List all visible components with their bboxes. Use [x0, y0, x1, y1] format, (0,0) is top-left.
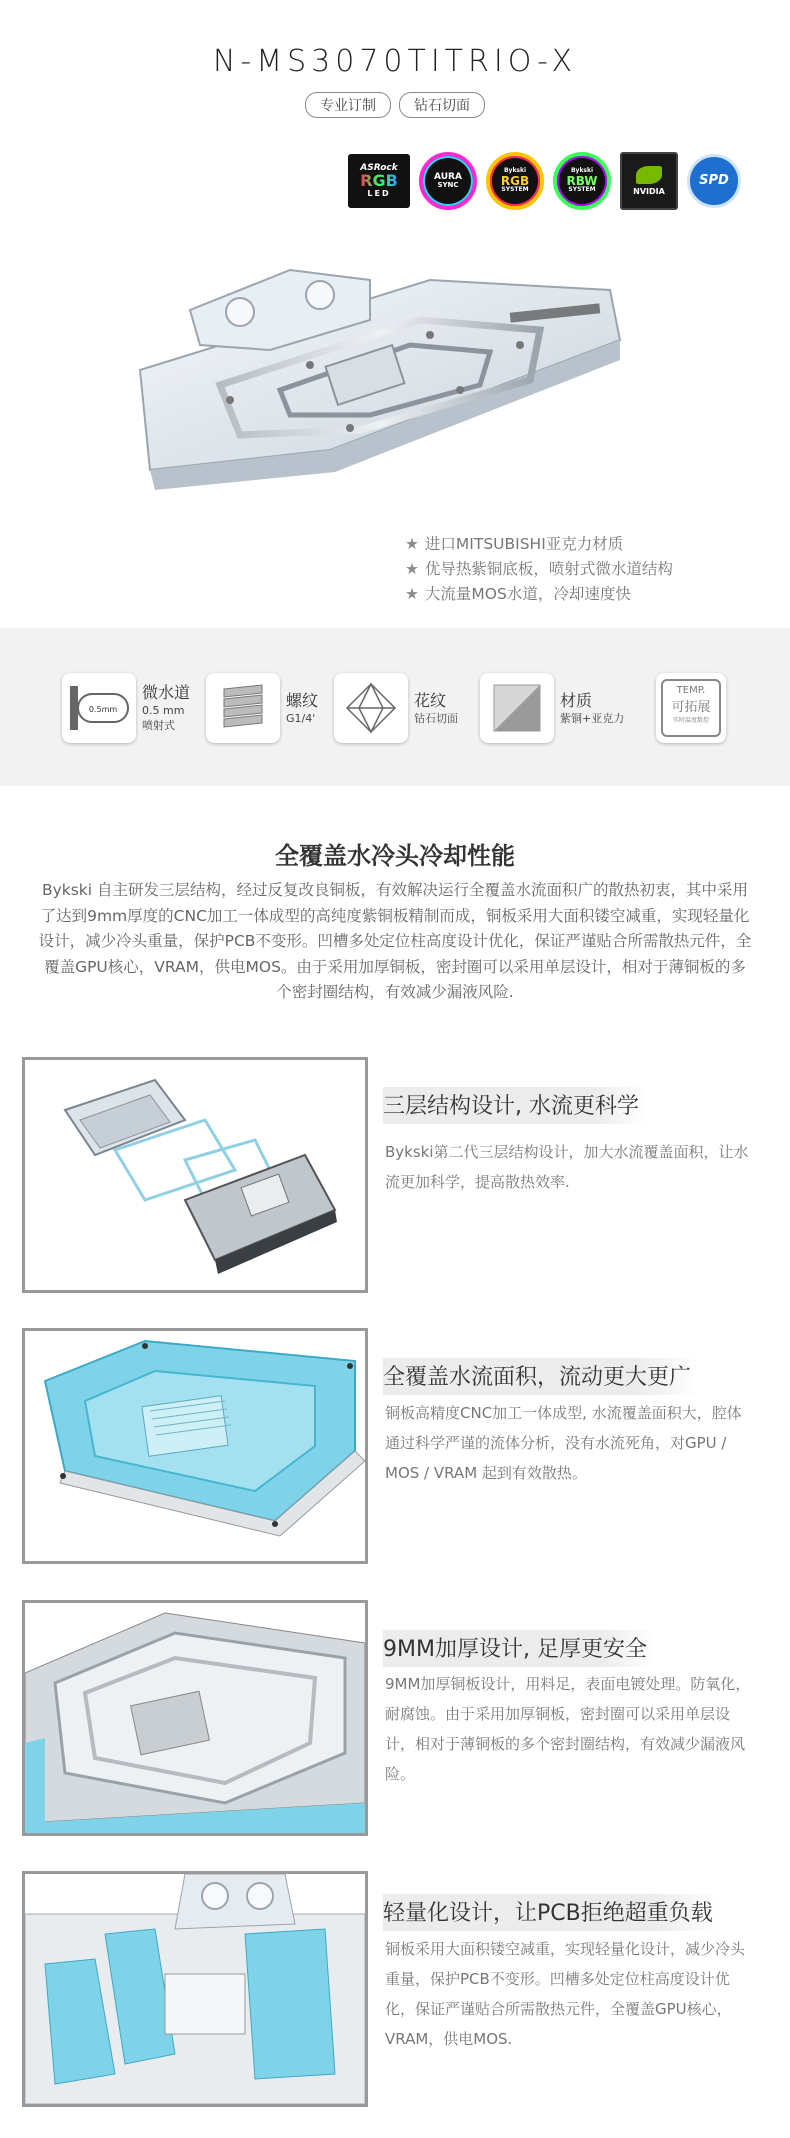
block-body-9mm: 9MM加厚铜板设计，用料足，表面电镀处理。防氧化，耐腐蚀。由于采用加厚铜板，密封圈可以采用单层设计，相对于薄铜板的多个密封圈结构，有效减少漏液风险。 [385, 1675, 751, 1783]
star-icon: ★ [405, 535, 419, 553]
compatibility-badges [348, 152, 741, 210]
intro-title: 全覆盖水冷头冷却性能 [275, 842, 515, 870]
asrock-rgb-led-icon: ASRock RGB LED [348, 154, 410, 208]
aura-sync-icon: AURA SYNC [419, 152, 477, 210]
star-icon: ★ [405, 585, 419, 603]
spec-pattern: 花纹 钻石切面 [334, 673, 458, 743]
water-block-product-image [130, 250, 630, 550]
block-body-three-layer: Bykski第二代三层结构设计，加大水流覆盖面积，让水流更加科学，提高散热效率. [385, 1143, 749, 1191]
svg-text:0.5mm: 0.5mm [88, 705, 118, 714]
three-layer-image [22, 1057, 368, 1293]
block-title-9mm: 9MM加厚设计, 足厚更安全 [383, 1630, 655, 1667]
thick-plate-image [22, 1600, 368, 1836]
tag-row [0, 92, 790, 118]
star-icon: ★ [405, 560, 419, 578]
feature-item: ★ 大流量MOS水道，冷却速度快 [405, 585, 631, 603]
hero-section [0, 0, 790, 628]
intro-body: Bykski 自主研发三层结构，经过反复改良铜板，有效解决运行全覆盖水流面积广的散热初衷，其中采用了达到9mm厚度的CNC加工一体成型的高纯度紫铜板精制而成，铜板采用大面积镂空减重，实现轻量化设计，减少冷头重量，保护PCB不变形。凹槽多处定位柱高度设计优化，保证严谨贴合所需散热元件，全覆盖GPU核心，VRAM，供电MOS。由于采用加厚铜板，密封圈可以采用单层设计，相对于薄铜板的多个密封圈结构，有效减少漏液风险. [38, 881, 752, 1001]
product-title: N-MS3070TITRIO-X [212, 44, 578, 79]
feature-item: ★ 优导热紫铜底板，喷射式微水道结构 [405, 560, 673, 578]
micro-channel-icon [62, 673, 136, 743]
tag-custom: 专业订制 [305, 92, 391, 118]
lightweight-image [22, 1871, 368, 2107]
block-title-full-coverage: 全覆盖水流面积，流动更大更广 [383, 1358, 699, 1395]
block-body-full-coverage: 铜板高精度CNC加工一体成型, 水流覆盖面积大，腔体通过科学严谨的流体分析，没有水流死角，对GPU / MOS / VRAM 起到有效散热。 [385, 1404, 742, 1482]
thread-icon [206, 673, 280, 743]
nvidia-icon: NVIDIA [620, 152, 678, 210]
feature-item: ★ 进口MITSUBISHI亚克力材质 [405, 535, 624, 553]
block-body-lightweight: 铜板采用大面积镂空减重，实现轻量化设计，减少冷头重量，保护PCB不变形。凹槽多处定位柱高度设计优化，保证严谨贴合所需散热元件，全覆盖GPU核心，VRAM，供电MOS. [385, 1940, 746, 2048]
spec-temp [656, 673, 726, 743]
full-coverage-image [22, 1328, 368, 1564]
bykski-rbw-system-icon: Bykski RBW SYSTEM [553, 152, 611, 210]
spec-micro-channel: 0.5mm 微水道 0.5 mm 喷射式 [62, 673, 190, 743]
feature-list [405, 532, 673, 607]
spec-thread: 螺纹 G1/4' [206, 673, 318, 743]
tag-diamond-cut: 钻石切面 [399, 92, 485, 118]
block-title-lightweight: 轻量化设计，让PCB拒绝超重负载 [383, 1894, 721, 1931]
temp-icon: TEMP. 可拓展 实时温度数控 [656, 673, 726, 743]
spec-band [0, 628, 790, 786]
spec-material: 材质 紫铜+亚克力 [480, 673, 624, 743]
block-title-three-layer: 三层结构设计, 水流更科学 [383, 1087, 647, 1124]
diamond-pattern-icon [334, 673, 408, 743]
material-icon [480, 673, 554, 743]
spd-icon: SPD [687, 154, 741, 208]
bykski-rgb-system-icon: Bykski RGB SYSTEM [486, 152, 544, 210]
